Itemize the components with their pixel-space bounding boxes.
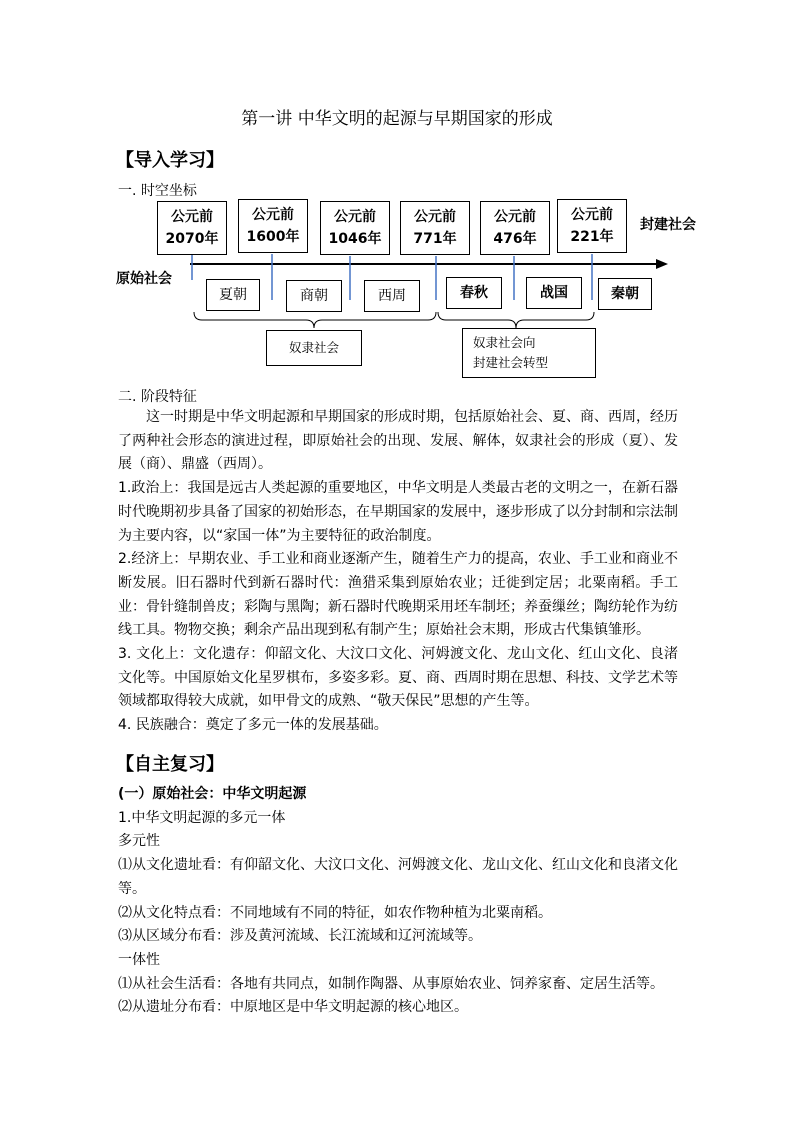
group-label-transition: 奴隶社会向 封建社会转型 — [462, 328, 596, 378]
paragraph: ⑴从社会生活看：各地有共同点，如制作陶器、从事原始农业、饲养家畜、定居生活等。 — [118, 975, 664, 992]
dynasty-box: 战国 — [526, 277, 582, 309]
subheading-stage-features: 二. 阶段特征 — [118, 389, 197, 405]
section-heading-intro: 【导入学习】 — [116, 150, 224, 171]
page-title: 第一讲 中华文明的起源与早期国家的形成 — [241, 109, 553, 129]
timeline-date-box: 公元前 1046年 — [320, 201, 390, 255]
paragraph: 这一时期是中华文明起源和早期国家的形成时期，包括原始社会、夏、商、西周，经历了两种社会形态的演进过程，即原始社会的出现、发展、解体，奴隶社会的形成（夏）、发展（商）、鼎盛（西周）。 — [118, 409, 678, 473]
timeline-date-box: 公元前 476年 — [480, 201, 550, 255]
paragraph: 一体性 — [118, 951, 160, 968]
stage-features-text — [118, 406, 678, 738]
timeline-date-box: 公元前 221年 — [557, 199, 627, 253]
paragraph: 3. 文化上：文化遗存：仰韶文化、大汶口文化、河姆渡文化、龙山文化、红山文化、良渚文化等。中国原始文化星罗棋布，多姿多彩。夏、商、西周时期在思想、科技、文学艺术等领域都取得较大成就，如甲骨文的成熟、“敬天保民”思想的产生等。 — [118, 646, 678, 710]
dynasty-box: 西周 — [364, 280, 420, 312]
timeline-end-label: 封建社会 — [640, 217, 696, 233]
section-heading-review: 【自主复习】 — [116, 754, 224, 775]
timeline-date-box: 公元前 1600年 — [238, 199, 308, 253]
group-label-slave-society: 奴隶社会 — [266, 330, 362, 366]
timeline-date-box: 公元前 771年 — [400, 201, 470, 255]
dynasty-box: 秦朝 — [598, 278, 652, 310]
paragraph: ⑶从区域分布看：涉及黄河流域、长江流域和辽河流域等。 — [118, 928, 482, 945]
timeline-lines — [0, 0, 794, 400]
subheading-timeline: 一. 时空坐标 — [118, 183, 197, 199]
paragraph: ⑴从文化遗址看：有仰韶文化、大汶口文化、河姆渡文化、龙山文化、红山文化和良渚文化等。 — [118, 857, 678, 897]
paragraph: 2.经济上：早期农业、手工业和商业逐渐产生，随着生产力的提高，农业、手工业和商业不断发展。旧石器时代到新石器时代：渔猎采集到原始农业；迁徙到定居；北粟南稻。手工业：骨针缝制兽皮；彩陶与黑陶；新石器时代晚期采用坯车制坯；养蚕缫丝；陶纺轮作为纺线工具。物物交换；剩余产品出现到私有制产生；原始社会末期，形成古代集镇雏形。 — [118, 551, 678, 639]
review-text — [118, 783, 678, 1020]
timeline-date-box: 公元前 2070年 — [157, 201, 227, 255]
timeline-start-label: 原始社会 — [116, 271, 172, 287]
dynasty-box: 春秋 — [446, 277, 502, 309]
paragraph: 1.中华文明起源的多元一体 — [118, 809, 286, 826]
paragraph: ⑵从遗址分布看：中原地区是中华文明起源的核心地区。 — [118, 999, 468, 1016]
paragraph: 1.政治上：我国是远古人类起源的重要地区，中华文明是人类最古老的文明之一，在新石器时代晚期初步具备了国家的初始形态，在早期国家的发展中，逐步形成了以分封制和宗法制为主要内容，以“家国一体”为主要特征的政治制度。 — [118, 480, 678, 544]
dynasty-box: 夏朝 — [206, 279, 260, 311]
paragraph: ⑵从文化特点看：不同地域有不同的特征，如农作物种植为北粟南稻。 — [118, 904, 552, 921]
review-subheading: (一）原始社会：中华文明起源 — [118, 786, 307, 802]
paragraph: 多元性 — [118, 833, 160, 850]
paragraph: 4. 民族融合：奠定了多元一体的发展基础。 — [118, 717, 388, 734]
dynasty-box: 商朝 — [286, 280, 342, 312]
